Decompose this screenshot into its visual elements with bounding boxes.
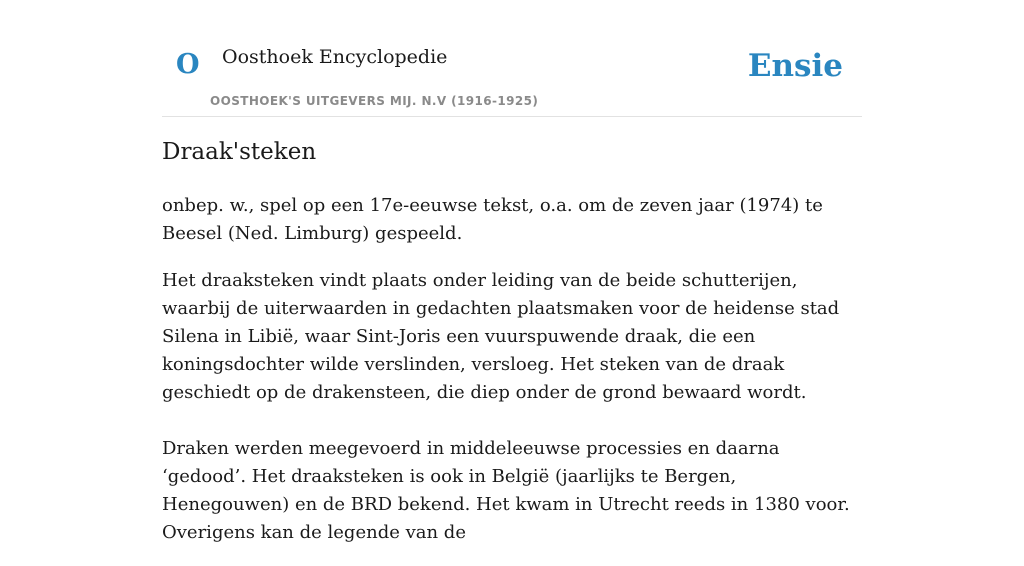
site-header bbox=[162, 0, 862, 117]
site-title[interactable]: Oosthoek Encyclopedie bbox=[222, 46, 448, 68]
article-title: Draak'steken bbox=[162, 139, 317, 165]
article-paragraph: onbep. w., spel op een 17e-eeuwse tekst, o.a. om de zeven jaar (1974) te Beesel (Ned. Limburg) gespeeld. bbox=[162, 195, 823, 244]
page-container bbox=[162, 0, 862, 543]
article-body bbox=[162, 192, 862, 566]
ensie-brand-link[interactable]: Ensie bbox=[747, 48, 843, 84]
publisher-subtitle: OOSTHOEK'S UITGEVERS MIJ. N.V (1916-1925) bbox=[210, 94, 539, 108]
article-paragraph: Draken werden meegevoerd in middeleeuwse processies en daarna ‘gedood’. Het draaksteken is ook in België (jaarlijks te Bergen, Henegouwen) en de BRD bekend. Het kwam in Utrecht reeds in 1380 voor. Overigens kan de legende van de bbox=[162, 438, 850, 543]
article-paragraph: Het draaksteken vindt plaats onder leiding van de beide schutterijen, waarbij de uiterwaarden in gedachten plaatsmaken voor de heidense stad Silena in Libië, waar Sint-Joris een vuurspuwende draak, die een koningsdochter wilde verslinden, versloeg. Het steken van de draak geschiedt op de drakensteen, die diep onder de grond bewaard wordt. bbox=[162, 270, 840, 403]
site-logo[interactable]: O bbox=[176, 49, 200, 80]
